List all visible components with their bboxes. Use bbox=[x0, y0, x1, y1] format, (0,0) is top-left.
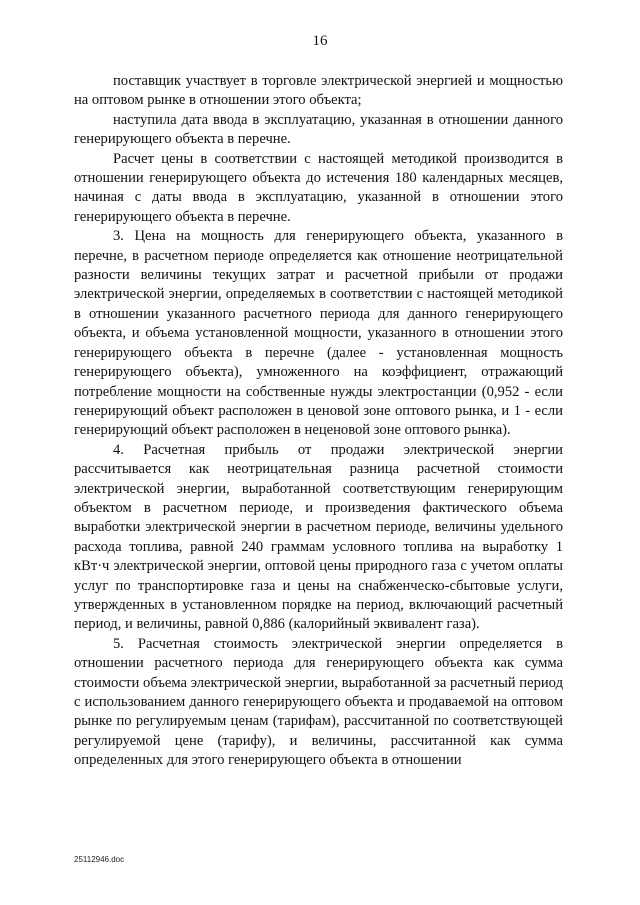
paragraph-3: Расчет цены в соответствии с настоящей методикой производится в отношении генерирующего объекта до истечения 180 календарных месяцев, начиная с даты ввода в эксплуатацию, указанной в отношении этого генерирующего объекта в перечне. bbox=[74, 150, 563, 225]
file-name-footer: 25112946.doc bbox=[74, 855, 125, 864]
paragraph-4: 3. Цена на мощность для генерирующего объекта, указанного в перечне, в расчетном периоде определяется как отношение неотрицательной разности величины текущих затрат и расчетной прибыли от продажи электрической энергии, определяемых в соответствии с настоящей методикой в отношении указанного расчетного периода для данного генерирующего объекта, и объема установленной мощности, указанного в отношении этого генерирующего объекта в перечне (далее - установленная мощность генерирующего объекта), умноженного на коэффициент, отражающий потребление мощности на собственные нужды электростанции (0,952 - если генерирующий объект расположен в ценовой зоне оптового рынка, и 1 - если генерирующий объект расположен в неценовой зоне оптового рынка). bbox=[74, 228, 563, 439]
paragraph-2: наступила дата ввода в эксплуатацию, указанная в отношении данного генерирующего объекта в перечне. bbox=[74, 111, 563, 148]
page-number: 16 bbox=[312, 33, 328, 49]
paragraph-1: поставщик участвует в торговле электрической энергией и мощностью на оптовом рынке в отношении этого объекта; bbox=[74, 73, 563, 109]
paragraph-6: 5. Расчетная стоимость электрической энергии определяется в отношении расчетного периода для генерирующего объекта как сумма стоимости объема электрической энергии, выработанной за расчетный период с использованием данного генерирующего объекта и продаваемой на оптовом рынке по регулируемым ценам (тарифам), рассчитанной по соответствующей регулируемой цене (тарифу), и величины, рассчитанной как сумма определенных для этого генерирующего объекта в отношении bbox=[74, 635, 563, 769]
document-body bbox=[74, 72, 563, 771]
paragraph-5: 4. Расчетная прибыль от продажи электрической энергии рассчитывается как неотрицательная разница расчетной стоимости электрической энергии, выработанной соответствующим генерирующим объектом в расчетном периоде, и произведения фактического объема выработки электрической энергии в расчетном периоде, величины удельного расхода топлива, равной 240 граммам условного топлива на выработку 1 кВт·ч электрической энергии, оптовой цены природного газа с учетом оплаты услуг по транспортировке газа и цены на снабженческо-сбытовые услуги, утвержденных в установленном порядке на период, включающий расчетный период, и величины, равной 0,886 (калорийный эквивалент газа). bbox=[74, 441, 563, 633]
